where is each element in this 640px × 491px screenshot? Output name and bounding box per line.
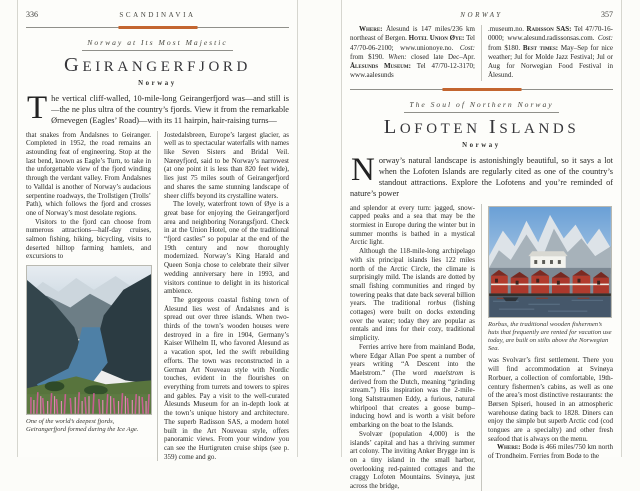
lofoten-figure [488,206,613,354]
left-page-number: 336 [26,10,38,19]
paragraph [350,343,475,430]
paragraph [26,218,151,262]
left-article-title [26,54,289,77]
left-intro-paragraph [26,90,289,127]
left-column-a-text [26,131,151,262]
right-running-head: NORWAY [460,11,503,19]
info-column-b [481,25,613,81]
text-run: Cost: [597,34,613,43]
paragraph [350,430,475,491]
right-intro-paragraph [350,151,613,200]
right-page-header [350,10,613,19]
text-run: Tel 47/70-06-2100; www.unionoye.no. [350,34,475,52]
right-column-b [481,204,613,491]
text-run: Visitors to the fjord can choose from numerous attractions—half-day cruises, salmon fishing, hiking, bicycling, visits to deserted hilltop farming hamlets, and excursions to [26,217,151,261]
paragraph [488,356,613,443]
right-page-number: 357 [601,10,613,19]
text-run: Ferries arrive here from mainland Bodø, where Edgar Allan Poe spent a number of years writing “A Descent into the Maelstrom.” (The word [350,342,475,377]
title-word: GEIRANGERFJORD [64,54,251,76]
lofoten-rorbus-photo [488,206,612,318]
text-run: from $180. [488,43,523,52]
text-run: May–Sep for nice weather; Jul for Molde Jazz Festival; Jul or Aug for Norwegian Food Festival in Ålesund. [488,43,613,80]
right-article-subtitle: Norway [462,141,501,149]
right-column-a [350,204,475,491]
paragraph [350,25,475,81]
left-article-subtitle: Norway [138,80,177,87]
text-run: is derived from the Dutch, meaning “grinding stream.”) His inspiration was the 2-mile-long Saltstraumen Eddy, a furious, natural whirlpool that creates a goose bump–inducing howl and is worth a visit before embarking on the boat to the Islands. [350,368,475,430]
geirangerfjord-figure [26,265,151,434]
paragraph [488,25,613,81]
right-kicker: The Soul of Northern Norway [404,100,558,113]
right-dropcap: N [351,151,375,188]
text-run: Svolvær (population 4,000) is the islands’ capital and has a thriving summer art colony. The inviting Anker Brygge inn is on a tiny island in the small harbor, overlooking red-painted cottages and the craggy Lofoten Mountains. Svinøya, just across the bridge, [350,429,475,491]
text-run: When: [388,52,412,61]
text-run: Tel 47/70-16-0000; www.alesund.radissonsas.com. [488,25,613,43]
page-left-geirangerfjord [17,0,298,461]
lofoten-caption: Rorbus, the traditional wooden fishermen’s huts that frequently are rented for vacation use today, are built on stilts above the Norwegian Sea. [488,320,612,353]
paragraph [164,200,289,296]
text-run: Radisson SAS: [526,25,575,33]
info-column-a [350,25,475,81]
kicker-wrap [350,94,613,113]
text-run: Bodø is 466 miles/750 km north of Trondheim. Ferries from Bodø to the [488,443,613,461]
paragraph [164,131,289,201]
text-run: closed late Dec–Apr. [411,52,475,61]
divider-accent-bar [118,26,197,29]
text-run: Where: [359,25,386,33]
text-run: was Svolvær’s first settlement. There you will find accommodation at Svinøya Rorbuer, a collection of comfortable, 19th-century fishermen’s cabins, as well as one of the area’s most distinctive restaurants: the Børsen Spiseri, housed in an atmospheric warehouse dating back to 1828. Diners can enjoy the simple but superb Arctic cod (cod tongues are a specialty) and other fresh seafood that is always on the menu. [488,356,613,443]
paragraph [164,296,289,461]
right-intro-text: orway’s natural landscape is astonishingly beautiful, so it says a lot when the Lofoten Islands are regularly cited as one of the country’s standout attractions. Explore the Lofotens and you’re reminded of nature’s power [350,155,613,199]
building-window [550,260,553,264]
left-intro-text: he vertical cliff-walled, 10-mile-long Geirangerfjord was—and still is—the ne plus ultra of the country’s fjords. View it from the remarkable Ørnevegen (Eagles’ Road)—with its 11 hairpin, hair-raising turns— [51,94,289,126]
text-run: that snakes from Åndalsnes to Geiranger. Completed in 1952, the road remains an astounding feat of engineering. Stop at the last bend, known as Eagle’s Turn, to take in the unforgettable view of the fjord winding through the verdant valley. From Åndalsnes to Valldal is another of Norway’s audacious serpentine roadways, the Trollstigen (Trolls’ Path), which follows the fjord and crosses one of Norway’s most desolate regions. [26,130,151,217]
text-run: Ålesund is 147 miles/236 km northeast of Bergen. [350,25,475,43]
left-column-b-text [164,131,289,462]
geirangerfjord-caption: One of the world’s deepest fjords, Geirangerfjord formed during the Ice Age. [26,418,139,434]
text-run: rorbus [427,299,447,308]
section-divider [350,88,613,91]
text-run: Cost: [459,43,475,52]
text-run: The lovely, waterfront town of Øye is a great base for enjoying the Geirangerfjord area and neighboring Norangsfjord. Check in at the Union Hotel, one of the traditional “fjord castles” so popular at the end of the 19th century and now thoroughly modernized. Norway’s King Harald and Queen Sonja chose to celebrate their silver wedding anniversary here in 1993, and visitors continue to delight in its historical ambience. [164,200,289,296]
section-divider [26,26,289,29]
text-run: from $190. [350,52,389,61]
left-page-header [26,10,289,19]
stilts [489,293,611,296]
text-run: and splendor at every turn: jagged, snow-capped peaks and a sea that may be the stormiest in Europe during the winter but in summer months is bathed in a mystical Arctic light. [350,203,475,247]
paragraph [488,443,613,460]
geirangerfjord-photo [26,265,152,415]
kicker-wrap [26,32,289,51]
text-run: Tel 47/70-12-3170; www.aalesunds [350,62,475,80]
page-right-lofoten [341,0,622,491]
white-building-roof [528,251,567,256]
right-page-columns [350,204,613,491]
divider-accent-bar [442,88,521,91]
text-run: (fishing cottages) were built on docks extending over the water; today they are popular as rentals and inns for their cozy, traditional simplicity. [350,299,475,343]
text-run: Although the 118-mile-long archipelago with six principal islands lies 122 miles north of the Arctic Circle, the climate is surprisingly mild. The islands are dotted by small fishing communities and ringed by towering peaks that date back several billion years. The traditional [350,247,475,308]
paragraph [26,131,151,218]
trees [45,381,65,391]
text-run: Ålesunds Museum: [350,62,417,71]
right-column-b-text [488,356,613,460]
building-window [534,260,537,264]
left-page-columns [26,131,289,462]
text-run: .museum.no. [488,25,527,33]
left-column-a [26,131,151,462]
text-run: Where: [497,443,523,452]
paragraph [350,247,475,343]
left-running-head: SCANDINAVIA [119,11,196,19]
title-word: LOFOTEN [383,115,481,138]
left-kicker: Norway at Its Most Majestic [82,38,232,51]
text-run: maelstrom [433,368,464,377]
text-run: The gorgeous coastal fishing town of Ålesund lies west of Åndalsnes and is spread out over three islands. When two-thirds of the town’s wooden houses were destroyed in a fire in 1904, Germany’s Kaiser Wilhelm II, who favored Ålesund as a vacation spot, led the swift rebuilding efforts. The town was reconstructed in a German Art Nouveau style with Nordic touches, evident in the flourishes on everything from turrets and towers to spires and gables. Pay a visit to the well-curated Ålesunds Museum for an in-depth look at the town’s unique history and architecture. The superb Radisson SAS, a modern hotel built in the Art Nouveau style, offers panoramic views. From your window you can see the Hurtigruten cruise ships (see p. 359) come and go. [164,295,289,461]
where-info-block [350,25,613,81]
text-run: Jostedalsbreen, Europe’s largest glacier, as well as to spectacular waterfalls with names like Seven Sisters and Bridal Veil. Nærøyfjord, said to be Norway’s narrowest (at one point it is less than 820 feet wide), lies just 75 miles south of Geirangerfjord and shares the same stunning landscape of sheer cliffs beyond its crystalline waters. [164,130,289,200]
trees [84,385,108,395]
right-column-a-text [350,204,475,491]
left-column-b [157,131,289,462]
building-window [542,260,545,264]
paragraph [350,204,475,248]
building-window [558,260,561,264]
text-run: Hotel Union Øye: [408,34,467,43]
right-article-title [350,116,613,139]
left-dropcap: T [27,90,48,126]
text-run: Best times: [522,43,561,52]
title-word: ISLANDS [488,115,580,138]
